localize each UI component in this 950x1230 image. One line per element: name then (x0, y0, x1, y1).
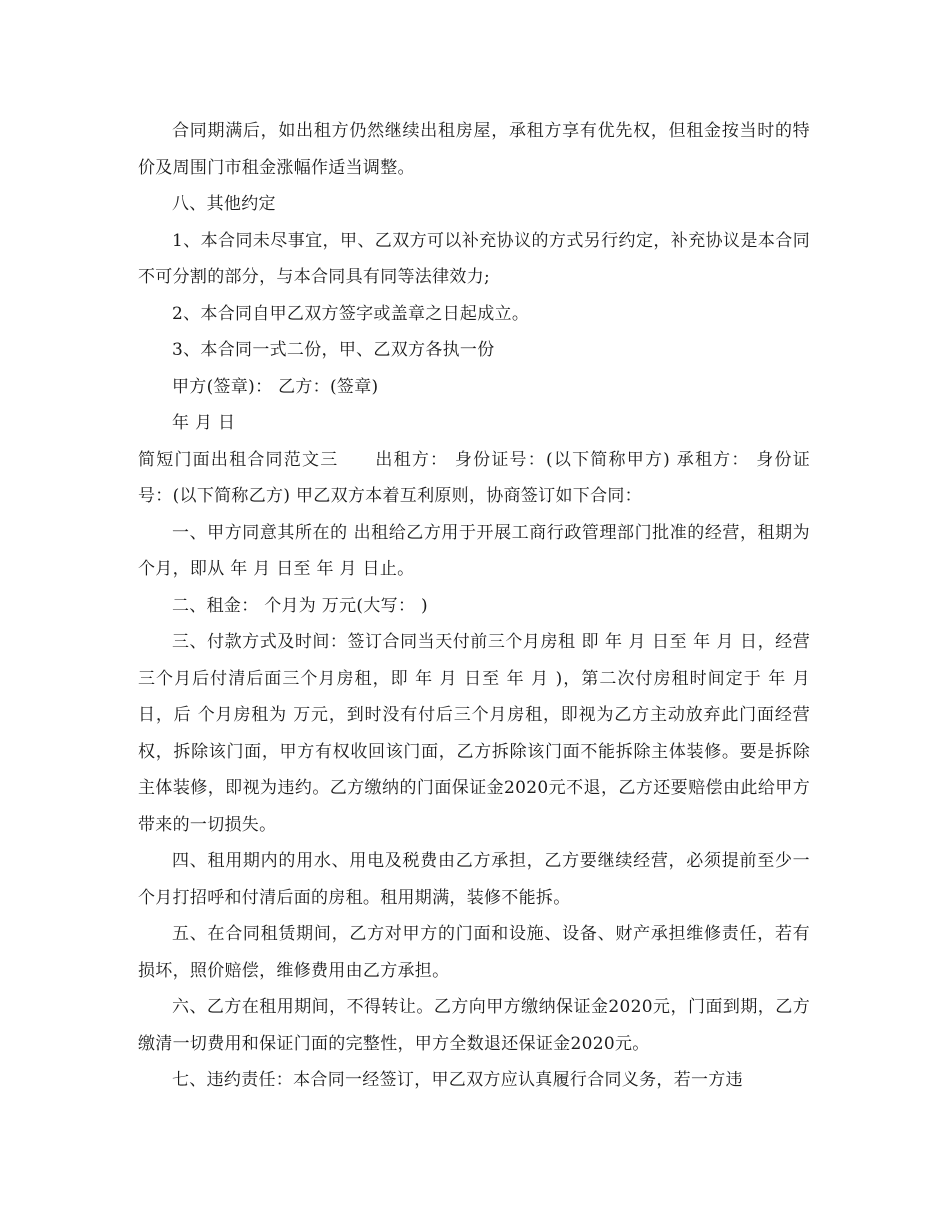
clause-5: 五、在合同租赁期间，乙方对甲方的门面和设施、设备、财产承担维修责任，若有损坏，照价赔偿，维修费用由乙方承担。 (138, 924, 810, 981)
heading-other-terms: 八、其他约定 (172, 194, 276, 214)
signature-line: 甲方(签章)： 乙方：(签章) (172, 376, 379, 397)
clause-3: 三、付款方式及时间：签订合同当天付前三个月房租 即 年 月 日至 年 月 日，经营三个月后付清后面三个月房租，即 年 月 日至 年 月 )，第二次付房租时间定于 年 月 日，后 个月房租为 万元，到时没有付后三个月房租，即视为乙方主动放弃此门面经营权，拆除该门面，甲方有权收回该门面，乙方拆除该门面不能拆除主体装修。要是拆除主体装修，即视为违约。乙方缴纳的门面保证金2020元不退，乙方还要赔偿由此给甲方带来的一切损失。 (138, 632, 810, 835)
paragraph-term-2: 2、本合同自甲乙双方签字或盖章之日起成立。 (172, 303, 530, 324)
clause-6: 六、乙方在租用期间，不得转让。乙方向甲方缴纳保证金2020元，门面到期，乙方缴清一切费用和保证门面的完整性，甲方全数退还保证金2020元。 (138, 997, 810, 1054)
paragraph-term-1: 1、本合同未尽事宜，甲、乙双方可以补充协议的方式另行约定，补充协议是本合同不可分割的部分，与本合同具有同等法律效力; (138, 230, 810, 287)
date-line: 年 月 日 (172, 413, 236, 433)
section-intro-paragraph (138, 442, 810, 515)
paragraph-term-3: 3、本合同一式二份，甲、乙双方各执一份 (172, 340, 495, 360)
document-body (138, 113, 810, 1099)
section-title: 简短门面出租合同范文三 (138, 449, 339, 470)
clause-4: 四、租用期内的用水、用电及税费由乙方承担，乙方要继续经营，必须提前至少一个月打招呼和付清后面的房租。租用期满，装修不能拆。 (138, 851, 810, 908)
clause-1: 一、甲方同意其所在的 出租给乙方用于开展工商行政管理部门批准的经营，租期为 个月，即从 年 月 日至 年 月 日止。 (138, 522, 810, 579)
clause-7: 七、违约责任：本合同一经签订，甲乙双方应认真履行合同义务，若一方违 (172, 1070, 743, 1090)
clause-2: 二、租金： 个月为 万元(大写： ) (172, 595, 428, 616)
section-intro: 出租方： 身份证号：(以下简称甲方) 承租方： 身份证号：(以下简称乙方) 甲乙双方本着互利原则，协商签订如下合同： (138, 449, 810, 506)
paragraph-renewal: 合同期满后，如出租方仍然继续出租房屋，承租方享有优先权，但租金按当时的特价及周围门市租金涨幅作适当调整。 (138, 121, 810, 178)
